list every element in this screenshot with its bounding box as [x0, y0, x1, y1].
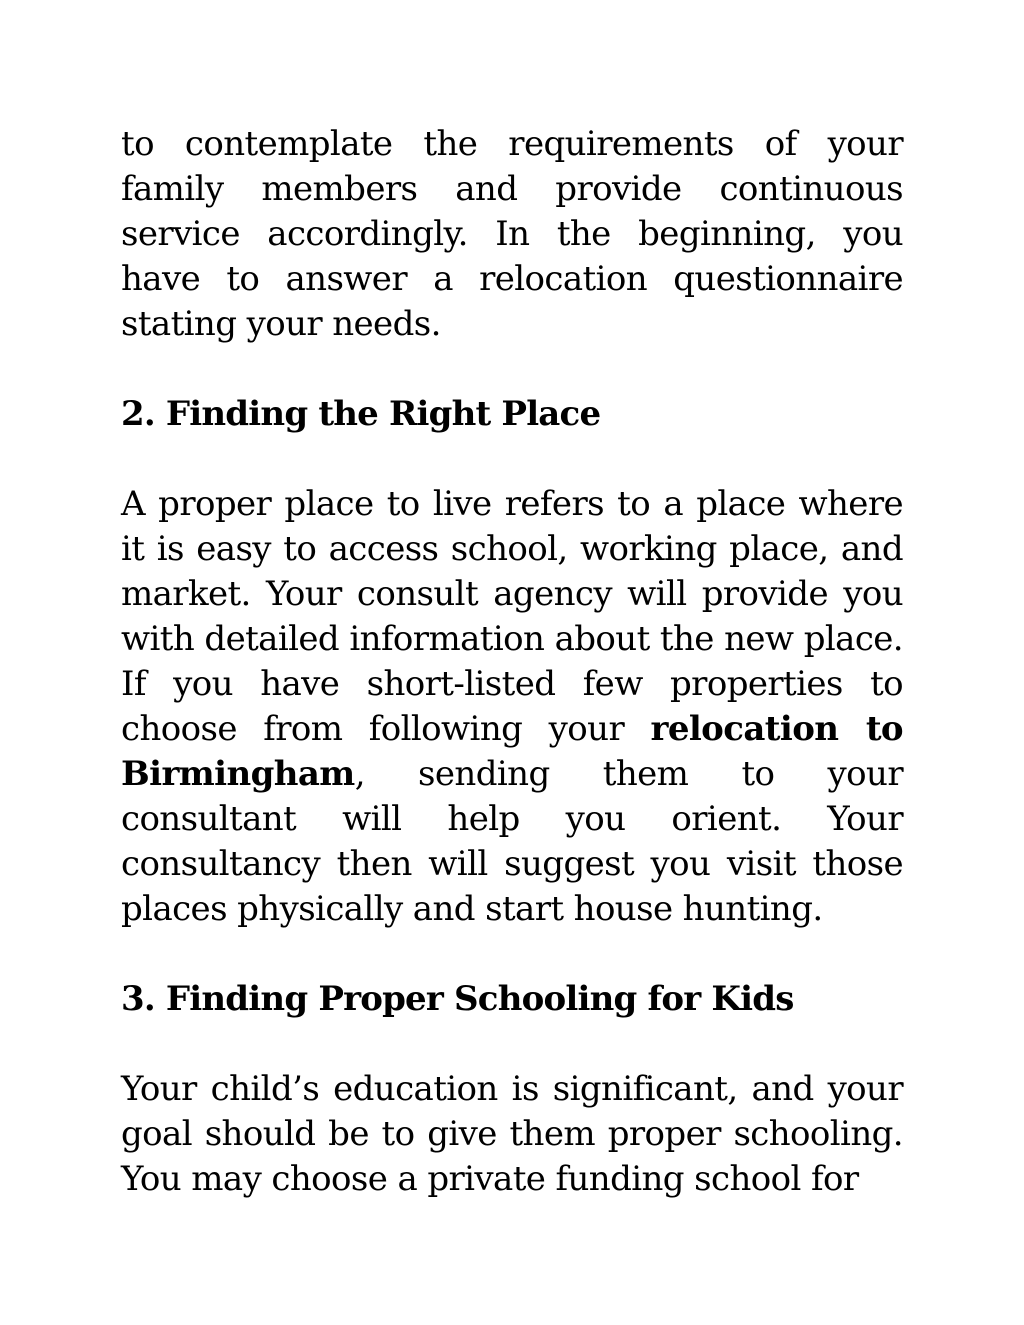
- relocation-keyword: relocation to Birmingham: [121, 709, 904, 794]
- document-page: [121, 122, 903, 1202]
- section-3-paragraph: Your child’s education is significant, and your goal should be to give them proper schooling. You may choose a private funding school for: [121, 1069, 903, 1199]
- section-2-text-before: A proper place to live refers to a place where it is easy to access school, working place, and market. Your consult agency will provide you with detailed information about the new place. If you have short-listed few properties to choose from following your: [121, 484, 903, 749]
- intro-paragraph: to contemplate the requirements of your family members and provide continuous service accordingly. In the beginning, you have to answer a relocation questionnaire stating your needs.: [121, 124, 903, 344]
- section-3-heading: 3. Finding Proper Schooling for Kids: [121, 979, 794, 1019]
- paragraph-spacer: [121, 932, 903, 977]
- paragraph-spacer: [121, 1022, 903, 1067]
- paragraph-spacer: [121, 347, 903, 392]
- section-2-text-after: , sending them to your consultant will help you orient. Your consultancy then will suggest you visit those places physically and start house hunting.: [121, 754, 903, 929]
- paragraph-spacer: [121, 437, 903, 482]
- section-2-paragraph: [121, 482, 903, 932]
- section-2-heading: 2. Finding the Right Place: [121, 394, 601, 434]
